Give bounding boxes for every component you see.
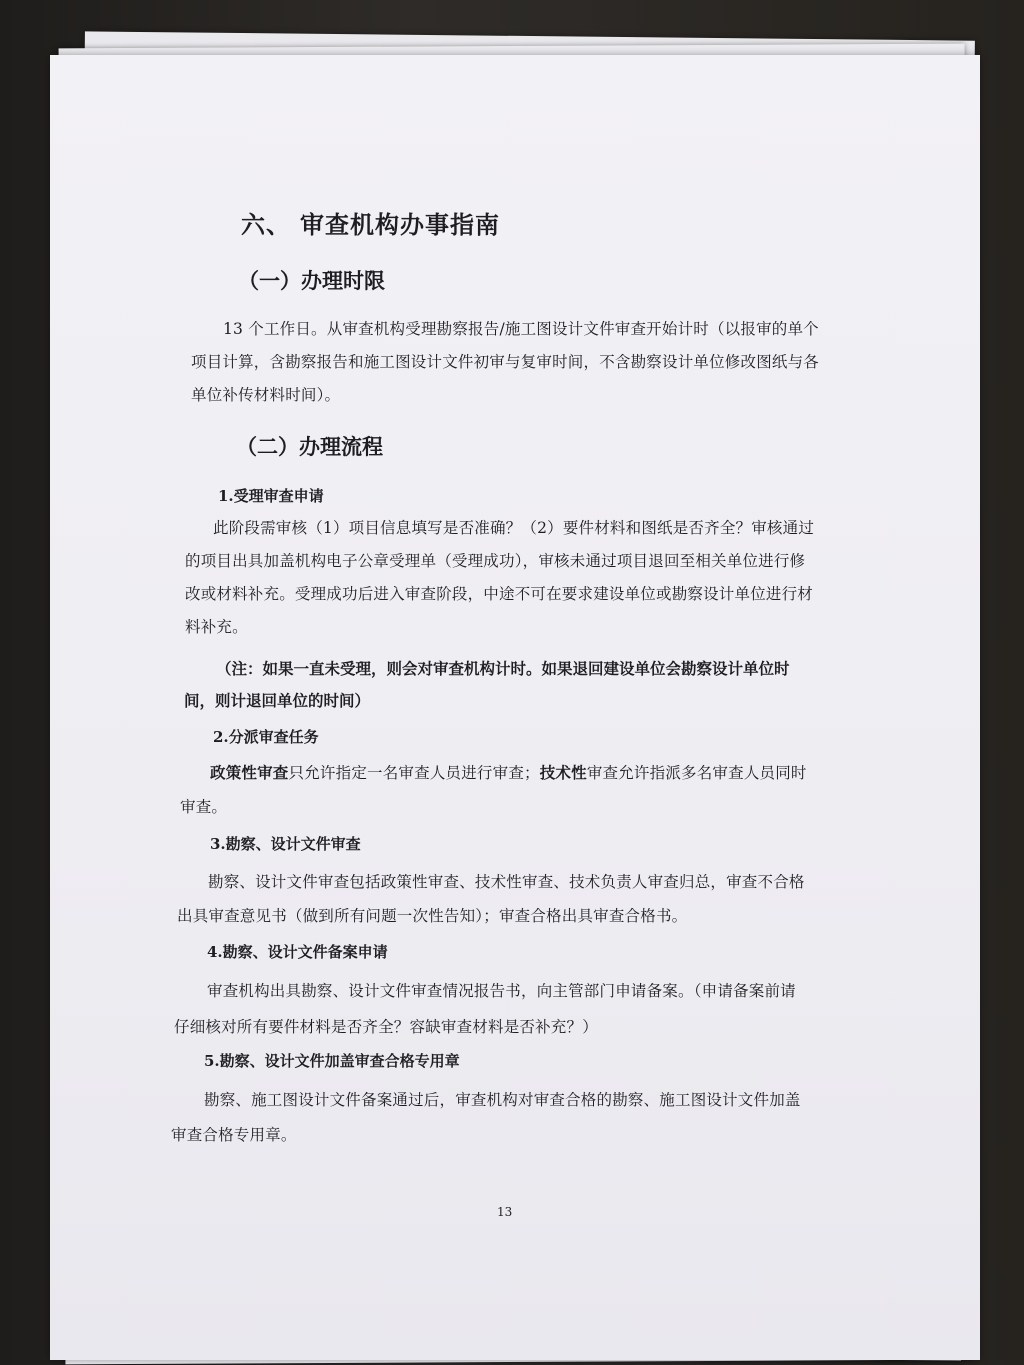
paragraph-line <box>210 761 807 783</box>
section-title: 审查机构办事指南 <box>300 210 500 239</box>
subsection-heading-time-limit: （一）办理时限 <box>238 268 385 293</box>
paragraph-line: 项目计算，含勘察报告和施工图设计文件初审与复审时间，不含勘察设计单位修改图纸与各 <box>191 353 820 371</box>
step-title: 5.勘察、设计文件加盖审查合格专用章 <box>204 1052 460 1070</box>
paragraph-line: 单位补传材料时间）。 <box>191 386 341 404</box>
paragraph-line: 料补充。 <box>185 618 248 636</box>
text-span: 审查允许指派多名审查人员同时 <box>586 764 807 782</box>
bold-term: 政策性审查 <box>210 763 289 782</box>
step-title: 1.受理审查申请 <box>218 487 324 505</box>
bold-term: 技术性 <box>539 763 587 782</box>
paragraph-line: 的项目出具加盖机构电子公章受理单（受理成功），审核未通过项目退回至相关单位进行修 <box>185 552 806 570</box>
paragraph-line: 审查机构出具勘察、设计文件审查情况报告书，向主管部门申请备案。（申请备案前请 <box>207 982 796 1000</box>
paragraph-line: 出具审查意见书（做到所有问题一次性告知）；审查合格出具审查合格书。 <box>177 907 688 925</box>
paragraph-line: 仔细核对所有要件材料是否齐全？容缺审查材料是否补充？） <box>174 1018 598 1036</box>
step-title: 3.勘察、设计文件审查 <box>210 835 361 853</box>
note-line: （注：如果一直未受理，则会对审查机构计时。如果退回建设单位会勘察设计单位时 <box>216 659 790 678</box>
paragraph-line: 审查。 <box>180 798 228 816</box>
paragraph-line: 审查合格专用章。 <box>171 1126 297 1144</box>
text-span: 只允许指定一名审查人员进行审查； <box>288 764 540 782</box>
paragraph-line: 勘察、施工图设计文件备案通过后，审查机构对审查合格的勘察、施工图设计文件加盖 <box>204 1091 801 1109</box>
subsection-heading-process: （二）办理流程 <box>236 434 383 459</box>
paragraph-line: 此阶段需审核（1）项目信息填写是否准确？（2）要件材料和图纸是否齐全？审核通过 <box>213 519 815 537</box>
paragraph-line: 勘察、设计文件审查包括政策性审查、技术性审查、技术负责人审查归总，审查不合格 <box>208 873 805 891</box>
note-line: 间，则计退回单位的时间） <box>184 691 371 710</box>
document-page <box>50 55 980 1360</box>
section-number: 六、 <box>241 210 291 239</box>
paragraph-line: 改或材料补充。受理成功后进入审查阶段，中途不可在要求建设单位或勘察设计单位进行材 <box>185 585 814 603</box>
step-title: 4.勘察、设计文件备案申请 <box>207 943 388 961</box>
paragraph-line: 13 个工作日。从审查机构受理勘察报告/施工图设计文件审查开始计时（以报审的单个 <box>223 320 819 338</box>
step-title: 2.分派审查任务 <box>213 728 319 746</box>
page-number: 13 <box>497 1205 513 1219</box>
